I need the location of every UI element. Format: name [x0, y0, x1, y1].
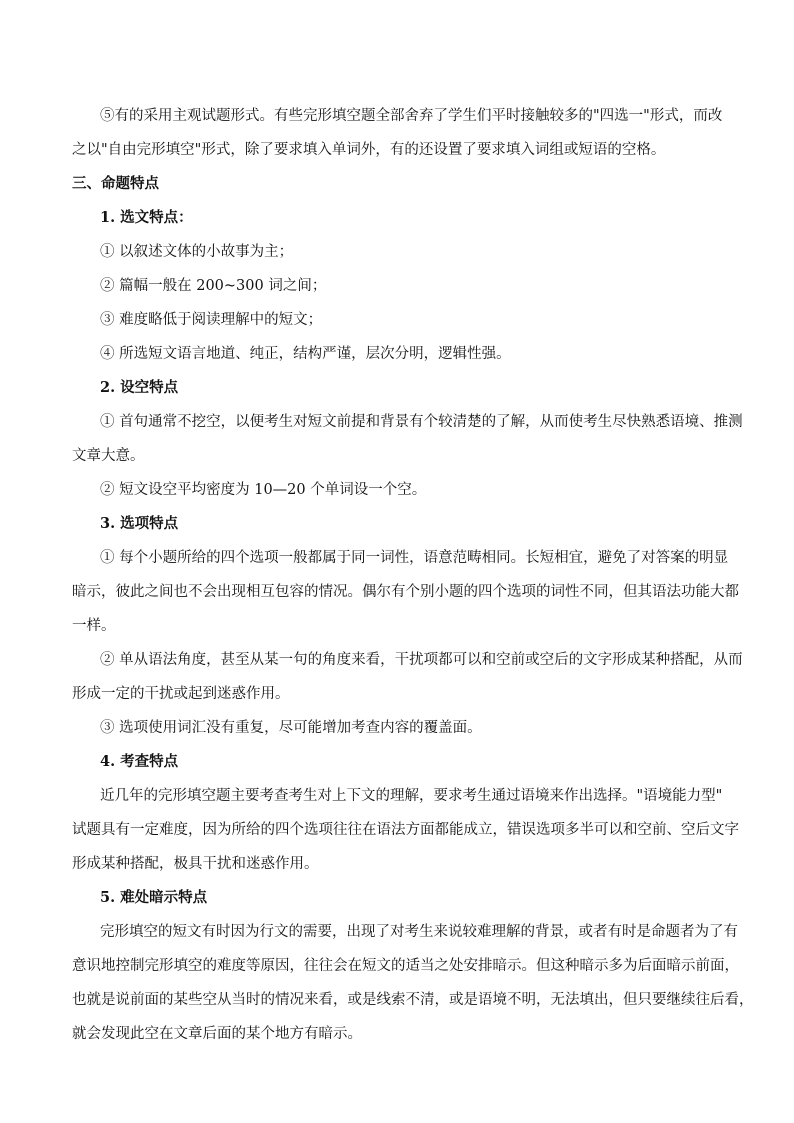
subheading-blanks: 2. 设空特点: [100, 379, 179, 396]
list-item: ① 以叙述文体的小故事为主；: [100, 244, 294, 260]
paragraph-line: ② 短文设空平均密度为 10—20 个单词设一个空。: [100, 482, 427, 498]
list-item: ② 篇幅一般在 200~300 词之间；: [100, 278, 327, 294]
paragraph-line: 试题具有一定难度，因为所给的四个选项往往在语法方面都能成立，错误选项多半可以和空前、空后文字: [72, 822, 739, 838]
subheading-hints: 5. 难处暗示特点: [100, 889, 208, 906]
paragraph-line: 形成某种搭配，极具干扰和迷惑作用。: [72, 856, 319, 872]
paragraph-line: 意识地控制完形填空的难度等原因，往往会在短文的适当之处安排暗示。但这种暗示多为后面暗示前面，: [72, 958, 739, 974]
paragraph-line: 形成一定的干扰或起到迷惑作用。: [72, 686, 290, 702]
paragraph-line: ① 首句通常不挖空，以便考生对短文前提和背景有个较清楚的了解，从而使考生尽快熟悉语境、推测: [100, 414, 743, 430]
paragraph-line: 也就是说前面的某些空从当时的情况来看，或是线索不清，或是语境不明，无法填出，但只要继续往后看，: [72, 992, 754, 1008]
paragraph-line: ① 每个小题所给的四个选项一般都属于同一词性，语意范畴相同。长短相宜，避免了对答案的明显: [100, 550, 729, 566]
subheading-options: 3. 选项特点: [100, 515, 179, 532]
paragraph-objective-line-2: 之以"自由完形填空"形式，除了要求填入单词外，有的还设置了要求填入词组或短语的空格。: [72, 142, 666, 158]
paragraph-line: 暗示，彼此之间也不会出现相互包容的情况。偶尔有个别小题的四个选项的词性不同，但其语法功能大都: [72, 584, 739, 600]
subheading-selection: 1. 选文特点：: [100, 209, 193, 226]
paragraph-line: 近几年的完形填空题主要考查考生对上下文的理解，要求考生通过语境来作出选择。"语境能力型": [100, 788, 723, 804]
paragraph-line: ③ 选项使用词汇没有重复，尽可能增加考查内容的覆盖面。: [100, 720, 482, 736]
paragraph-line: 文章大意。: [72, 448, 145, 464]
paragraph-line: ② 单从语法角度，甚至从某一句的角度来看，干扰项都可以和空前或空后的文字形成某种搭配，从而: [100, 652, 743, 668]
paragraph-line: 完形填空的短文有时因为行文的需要，出现了对考生来说较难理解的背景，或者有时是命题者为了有: [100, 924, 738, 940]
paragraph-line: 就会发现此空在文章后面的某个地方有暗示。: [72, 1026, 362, 1042]
paragraph-objective-line-1: ⑤有的采用主观试题形式。有些完形填空题全部舍弃了学生们平时接触较多的"四选一"形式，而改: [100, 108, 723, 124]
subheading-assessment: 4. 考查特点: [100, 753, 179, 770]
paragraph-line: 一样。: [72, 618, 116, 634]
section-heading: 三、命题特点: [72, 175, 159, 192]
list-item: ③ 难度略低于阅读理解中的短文；: [100, 312, 323, 328]
list-item: ④ 所选短文语言地道、纯正，结构严谨，层次分明，逻辑性强。: [100, 346, 511, 362]
